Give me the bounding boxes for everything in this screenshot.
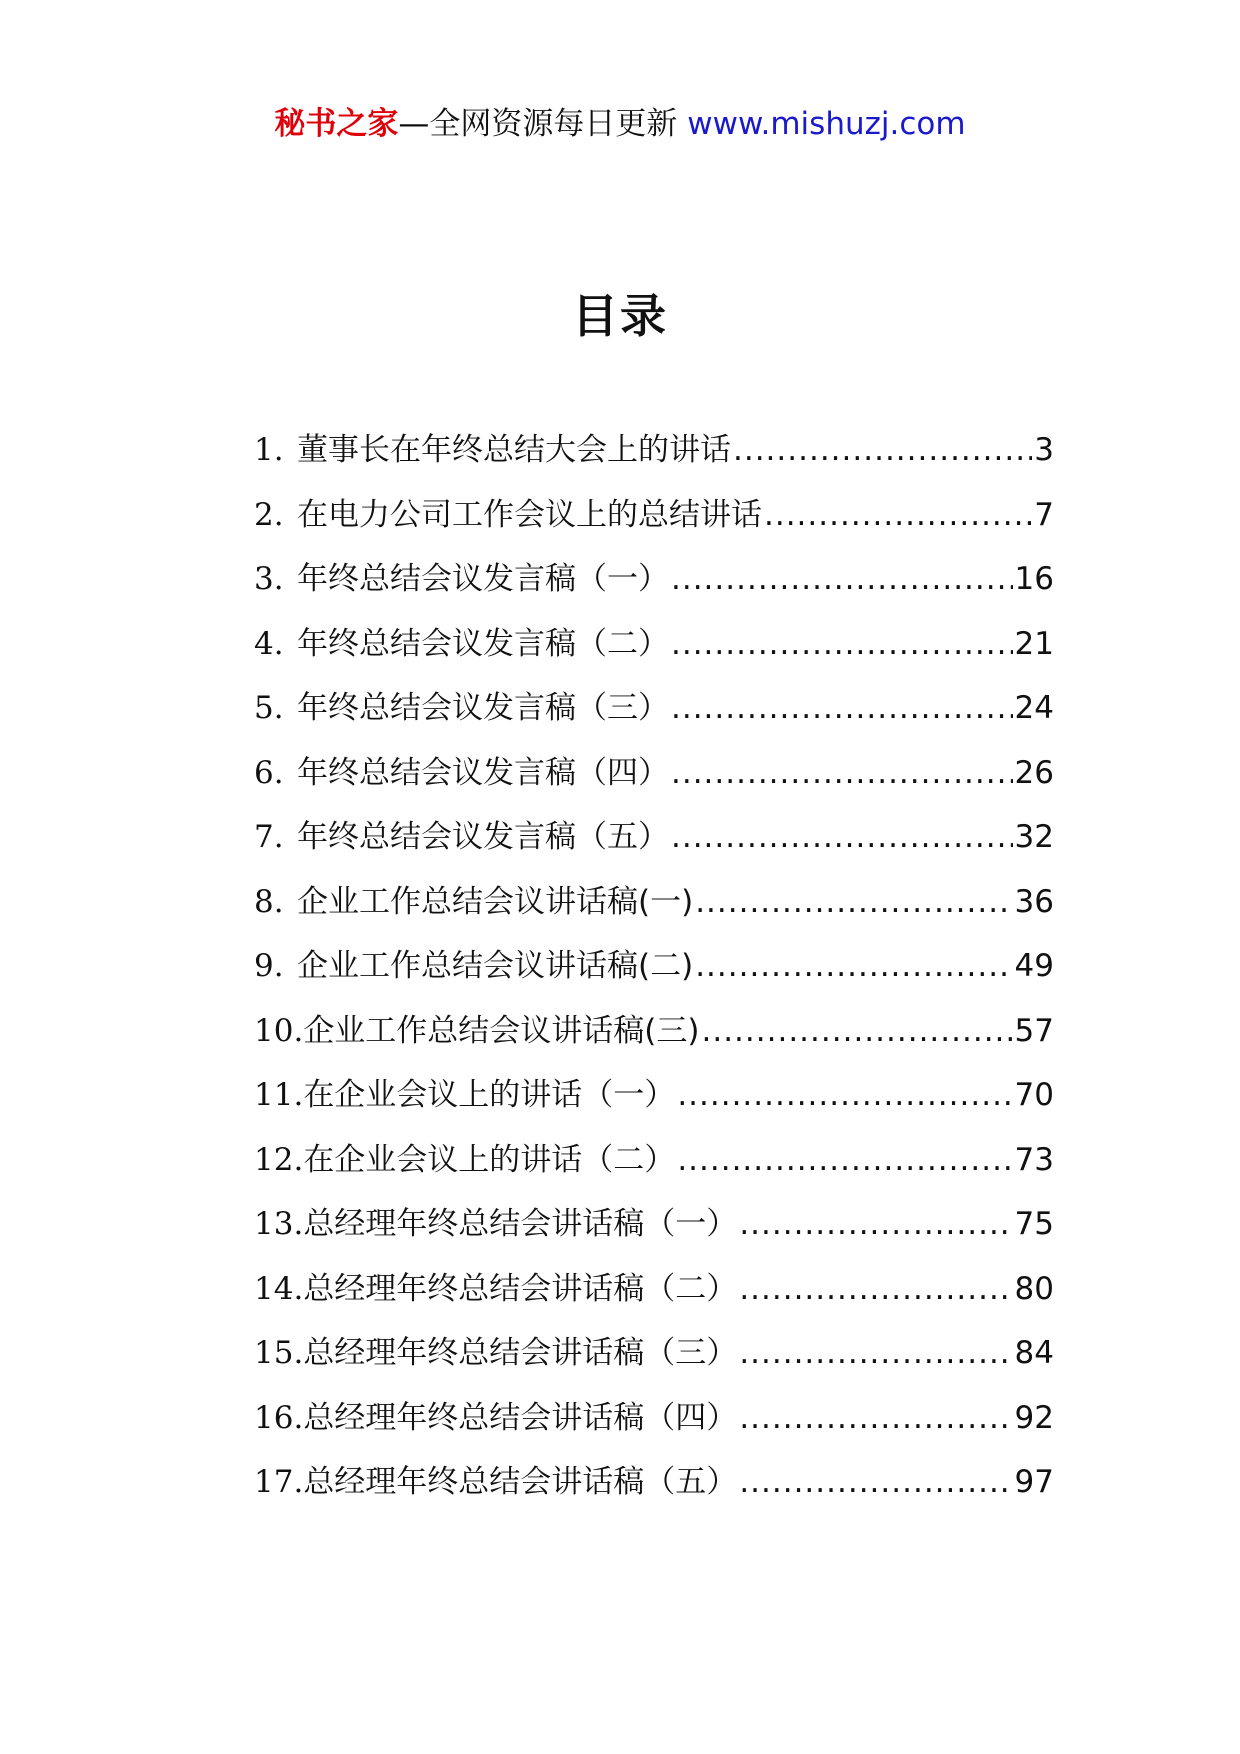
toc-item-page: 36 <box>1014 883 1054 920</box>
toc-item-leader <box>764 483 1032 547</box>
toc-item-leader <box>739 1192 1012 1256</box>
toc-item-title: 企业工作总结会议讲话稿(三) <box>303 1012 700 1049</box>
toc-item-leader <box>695 934 1012 998</box>
toc-item-title: 年终总结会议发言稿（四） <box>297 754 669 791</box>
toc-item-leader <box>702 999 1013 1063</box>
toc-item-page: 24 <box>1014 690 1054 726</box>
toc-item-title: 年终总结会议发言稿（二） <box>297 625 669 662</box>
toc-item-number: 2. <box>254 496 284 533</box>
toc-item-page: 80 <box>1014 1270 1054 1307</box>
toc-item-title: 总经理年终总结会讲话稿（四） <box>303 1399 738 1436</box>
toc-item-title: 在企业会议上的讲话（二） <box>303 1141 676 1178</box>
website-link[interactable]: www.mishuzj.com <box>687 106 966 142</box>
toc-item-leader <box>671 676 1013 740</box>
toc-item-title: 在企业会议上的讲话（一） <box>303 1077 676 1113</box>
toc-item-number: 12. <box>254 1141 304 1178</box>
toc-item-page: 84 <box>1014 1335 1054 1371</box>
toc-item-number: 11. <box>254 1077 304 1113</box>
brand-name: 秘书之家 <box>274 106 399 142</box>
toc-item-page: 16 <box>1014 561 1054 597</box>
toc-item-leader <box>677 1063 1012 1127</box>
toc-item-number: 4. <box>254 625 284 662</box>
toc-item[interactable] <box>254 1386 1054 1451</box>
toc-item-number: 8. <box>254 883 284 920</box>
toc-item[interactable] <box>254 870 1054 935</box>
toc-item-number: 1. <box>254 432 284 468</box>
toc-item-leader <box>739 1321 1012 1385</box>
toc-item[interactable] <box>254 483 1054 548</box>
toc-item-leader <box>733 418 1032 482</box>
toc-item[interactable] <box>254 741 1054 806</box>
toc-item-page: 49 <box>1014 948 1054 984</box>
toc-item-leader <box>671 741 1013 805</box>
toc-item-leader <box>739 1450 1012 1514</box>
toc-item-title: 企业工作总结会议讲话稿(一) <box>297 883 694 920</box>
toc-item-number: 7. <box>254 819 284 855</box>
toc-item-leader <box>739 1257 1012 1321</box>
toc-item-number: 10. <box>254 1012 304 1049</box>
toc-item-title: 董事长在年终总结大会上的讲话 <box>297 432 731 468</box>
toc-item-page: 97 <box>1014 1464 1054 1500</box>
toc-item-title: 总经理年终总结会讲话稿（一） <box>303 1206 738 1242</box>
toc-item-page: 32 <box>1014 819 1054 855</box>
toc-item-leader <box>739 1386 1012 1450</box>
toc-item-title: 年终总结会议发言稿（一） <box>297 561 669 597</box>
header-banner <box>0 100 1240 148</box>
toc-item-number: 13. <box>254 1206 304 1242</box>
toc-item-leader <box>677 1128 1012 1192</box>
toc-item-page: 21 <box>1014 625 1054 662</box>
toc-item-number: 14. <box>254 1270 304 1307</box>
toc-item-page: 57 <box>1014 1012 1054 1049</box>
toc-item[interactable] <box>254 999 1054 1064</box>
toc-item-title: 年终总结会议发言稿（三） <box>297 690 669 726</box>
toc-item-title: 在电力公司工作会议上的总结讲话 <box>297 496 762 533</box>
toc-item-number: 3. <box>254 561 284 597</box>
toc-item-number: 16. <box>254 1399 304 1436</box>
toc-item[interactable] <box>254 1128 1054 1193</box>
toc-item-page: 75 <box>1014 1206 1054 1242</box>
toc-item-leader <box>695 870 1012 934</box>
toc-item-page: 92 <box>1014 1399 1054 1436</box>
toc-item[interactable] <box>254 612 1054 677</box>
toc-item[interactable] <box>254 676 1054 741</box>
toc-item[interactable] <box>254 934 1054 999</box>
toc-item[interactable] <box>254 1321 1054 1386</box>
toc-item-title: 总经理年终总结会讲话稿（三） <box>303 1335 738 1371</box>
toc-item[interactable] <box>254 1450 1054 1515</box>
toc-item[interactable] <box>254 1257 1054 1322</box>
toc-item-number: 15. <box>254 1335 304 1371</box>
toc-item[interactable] <box>254 805 1054 870</box>
toc-item-leader <box>671 805 1013 869</box>
header-slogan: —全网资源每日更新 <box>398 106 678 142</box>
toc-item-number: 5. <box>254 690 284 726</box>
toc-item-page: 70 <box>1014 1077 1054 1113</box>
toc-item[interactable] <box>254 547 1054 612</box>
toc-item-title: 总经理年终总结会讲话稿（五） <box>303 1464 738 1500</box>
toc-item[interactable] <box>254 418 1054 483</box>
toc-title: 目录 <box>572 289 668 343</box>
toc-item-number: 17. <box>254 1464 304 1500</box>
toc-item-page: 26 <box>1014 754 1054 791</box>
toc-item-title: 年终总结会议发言稿（五） <box>297 819 669 855</box>
toc-item[interactable] <box>254 1063 1054 1128</box>
toc-item-leader <box>671 547 1013 611</box>
toc-item-number: 6. <box>254 754 284 791</box>
toc-list <box>254 418 1054 1515</box>
toc-item-page: 73 <box>1014 1141 1054 1178</box>
toc-item[interactable] <box>254 1192 1054 1257</box>
toc-item-page: 7 <box>1034 496 1054 533</box>
toc-item-number: 9. <box>254 948 284 984</box>
toc-item-title: 总经理年终总结会讲话稿（二） <box>303 1270 738 1307</box>
toc-item-title: 企业工作总结会议讲话稿(二) <box>297 948 694 984</box>
toc-item-leader <box>671 612 1013 676</box>
toc-item-page: 3 <box>1034 432 1054 468</box>
